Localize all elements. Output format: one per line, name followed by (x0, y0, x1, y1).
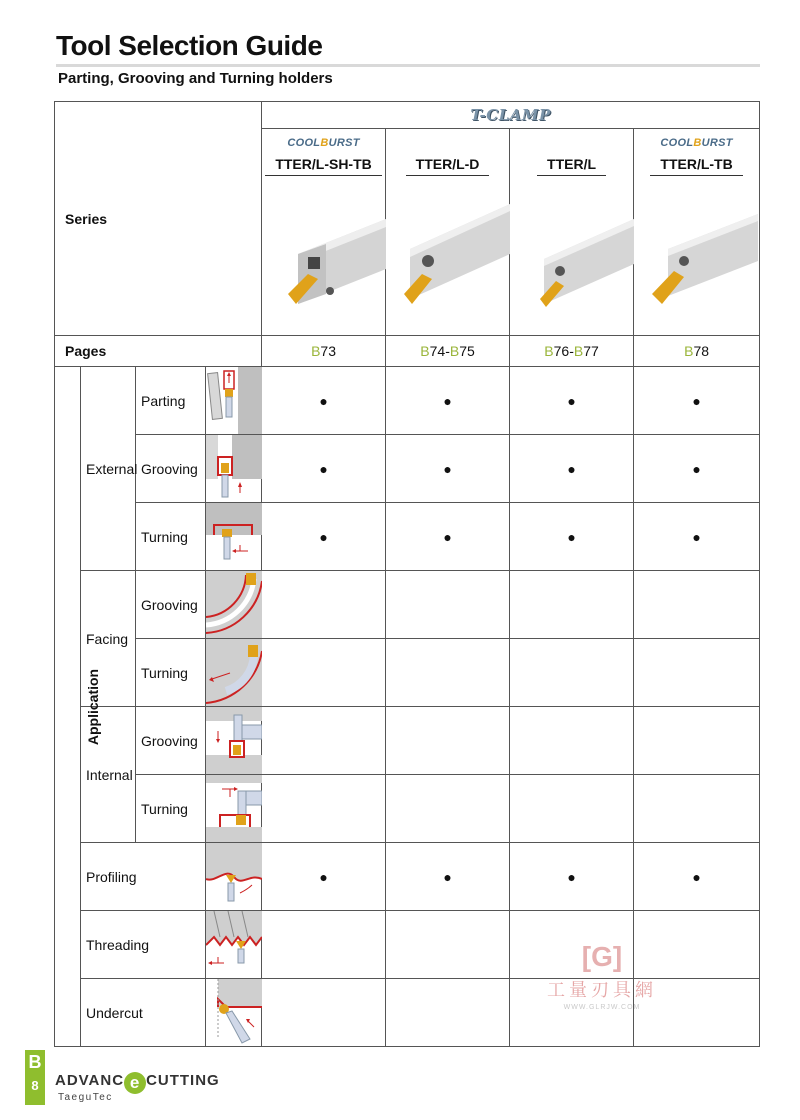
availability-mark (262, 707, 386, 775)
parting-icon (206, 367, 262, 435)
availability-mark: ● (634, 843, 760, 911)
availability-mark (386, 775, 510, 843)
watermark-url: WWW.GLRJW.COM (563, 1004, 641, 1011)
model-name: TTER/L-SH-TB (265, 156, 381, 176)
series-label: Series (55, 102, 262, 336)
model-name: TTER/L-TB (650, 156, 742, 176)
availability-mark: ● (262, 367, 386, 435)
availability-mark (262, 571, 386, 639)
row-label: Grooving (136, 707, 206, 775)
watermark-logo-icon: [G] (581, 941, 623, 972)
availability-mark (510, 571, 634, 639)
brand-e-icon: e (124, 1072, 146, 1094)
row-label: Grooving (136, 435, 206, 503)
brand-company: TaeguTec (58, 1092, 113, 1103)
brand-left: ADVANC (55, 1072, 125, 1089)
availability-mark: ● (386, 367, 510, 435)
pages-value: B78 (634, 336, 760, 367)
page-number: 8 (31, 1078, 39, 1093)
availability-mark (262, 639, 386, 707)
row-label: Grooving (136, 571, 206, 639)
coolburst-logo: COOLBURST (660, 137, 733, 149)
row-label: Turning (136, 775, 206, 843)
series-column-2 (386, 129, 510, 336)
coolburst-logo-empty (510, 137, 633, 150)
holder-image (516, 199, 634, 329)
availability-mark: ● (510, 843, 634, 911)
availability-mark: ● (510, 503, 634, 571)
row-label: Turning (136, 503, 206, 571)
availability-mark (386, 639, 510, 707)
availability-mark (262, 775, 386, 843)
coolburst-logo-empty (386, 137, 509, 150)
availability-mark: ● (262, 843, 386, 911)
availability-mark: ● (262, 503, 386, 571)
watermark (536, 942, 668, 1011)
row-label: Turning (136, 639, 206, 707)
section-letter: B (28, 1052, 42, 1072)
row-label-undercut: Undercut (81, 979, 206, 1047)
availability-mark (510, 639, 634, 707)
availability-mark: ● (510, 367, 634, 435)
profiling-icon (206, 843, 262, 911)
brand-logo (55, 1072, 220, 1094)
holder-image (640, 199, 758, 329)
external-grooving-icon (206, 435, 262, 503)
availability-mark: ● (386, 843, 510, 911)
availability-mark (634, 639, 760, 707)
availability-mark (634, 571, 760, 639)
group-internal: Internal (81, 707, 136, 843)
availability-mark (510, 775, 634, 843)
availability-mark: ● (634, 503, 760, 571)
series-column-3 (510, 129, 634, 336)
threading-icon (206, 911, 262, 979)
coolburst-logo: COOLBURST (287, 137, 360, 149)
availability-mark (386, 571, 510, 639)
holder-image (268, 199, 386, 329)
availability-mark (262, 911, 386, 979)
series-column-4 (634, 129, 760, 336)
availability-mark (386, 911, 510, 979)
availability-mark (634, 707, 760, 775)
group-external: External (81, 367, 136, 571)
availability-mark (386, 707, 510, 775)
group-facing: Facing (81, 571, 136, 707)
model-name: TTER/L (537, 156, 606, 176)
internal-grooving-icon (206, 707, 262, 775)
application-label: Application (85, 668, 102, 745)
tclamp-logo: T-CLAMP (470, 106, 551, 124)
pages-label: Pages (55, 336, 262, 367)
availability-mark: ● (634, 367, 760, 435)
row-label-threading: Threading (81, 911, 206, 979)
undercut-icon (206, 979, 262, 1047)
availability-mark: ● (386, 503, 510, 571)
row-label: Parting (136, 367, 206, 435)
brand-right: CUTTING (146, 1072, 220, 1089)
external-turning-icon (206, 503, 262, 571)
availability-mark (510, 707, 634, 775)
pages-value: B73 (262, 336, 386, 367)
availability-mark: ● (262, 435, 386, 503)
pages-value: B76-B77 (510, 336, 634, 367)
model-name: TTER/L-D (406, 156, 490, 176)
face-grooving-icon (206, 571, 262, 639)
section-tab (25, 1050, 45, 1105)
watermark-text: 工量刃具網 (547, 980, 657, 1000)
row-label-profiling: Profiling (81, 843, 206, 911)
availability-mark (634, 775, 760, 843)
availability-mark: ● (386, 435, 510, 503)
selection-table (54, 101, 760, 1047)
pages-value: B74-B75 (386, 336, 510, 367)
availability-mark (262, 979, 386, 1047)
availability-mark: ● (634, 435, 760, 503)
title-divider (56, 64, 760, 67)
page-subtitle: Parting, Grooving and Turning holders (58, 70, 333, 87)
holder-image (392, 199, 510, 329)
application-label-cell (55, 367, 102, 1047)
tclamp-brand-cell (262, 102, 760, 129)
availability-mark: ● (510, 435, 634, 503)
availability-mark (386, 979, 510, 1047)
series-column-1 (262, 129, 386, 336)
internal-turning-icon (206, 775, 262, 843)
page-title: Tool Selection Guide (56, 30, 323, 61)
face-turning-icon (206, 639, 262, 707)
